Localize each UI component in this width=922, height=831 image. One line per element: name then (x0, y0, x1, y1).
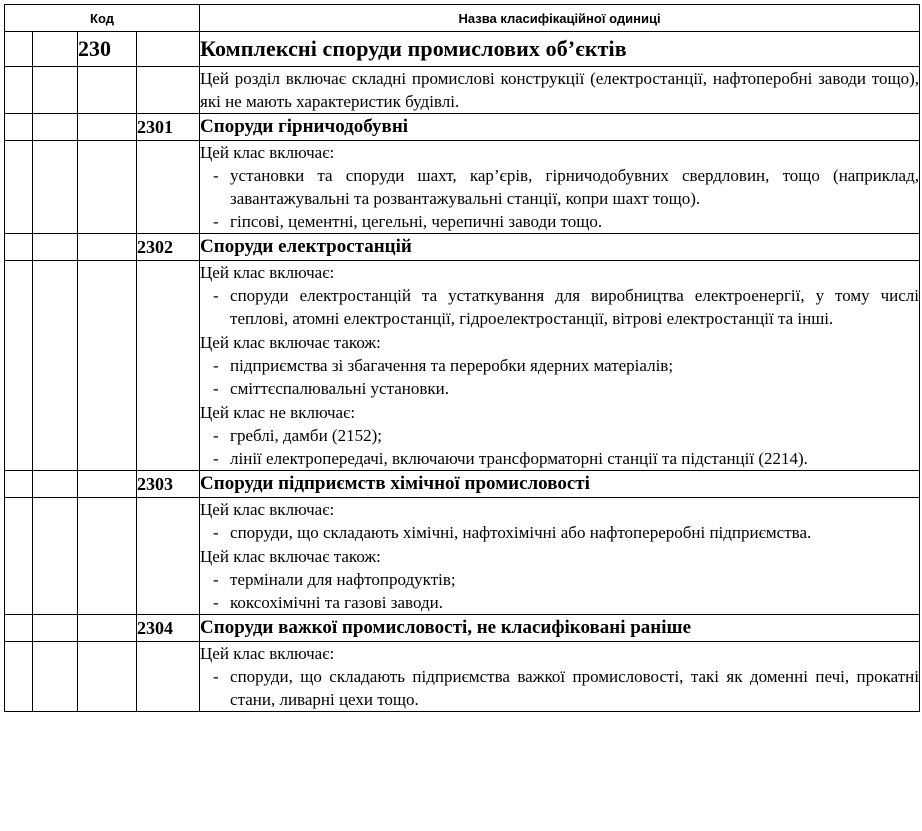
class-note-list (200, 665, 919, 711)
class-note-list (200, 424, 919, 470)
class-note-heading: Цей клас включає також: (200, 547, 381, 566)
list-item (200, 354, 919, 377)
dash-bullet: - (213, 449, 219, 468)
class-code: 2302 (137, 234, 200, 261)
list-item-text: гіпсові, цементні, цегельні, черепичні заводи тощо. (230, 212, 603, 231)
dash-bullet: - (213, 570, 219, 589)
list-item (200, 521, 919, 544)
section-description-row (5, 67, 920, 114)
class-row (5, 114, 920, 141)
class-description-row (5, 642, 920, 712)
class-note-list (200, 568, 919, 614)
dash-bullet: - (213, 523, 219, 542)
list-item (200, 164, 919, 210)
class-note-list (200, 521, 919, 544)
class-note-heading: Цей клас включає також: (200, 333, 381, 352)
list-item-text: установки та споруди шахт, кар’єрів, гірничодобувних свердловин, тощо (наприклад, завантажувальні та розвантажувальні станції, копри шахт тощо). (230, 166, 919, 208)
class-title: Споруди важкої промисловості, не класифіковані раніше (200, 615, 920, 642)
class-note-heading: Цей клас включає: (200, 143, 335, 162)
section-description: Цей розділ включає складні промислові конструкції (електростанції, нафтоперобні заводи тощо), які не мають характеристик будівлі. (200, 69, 919, 111)
list-item (200, 591, 919, 614)
class-note-heading: Цей клас включає: (200, 263, 335, 282)
dash-bullet: - (213, 426, 219, 445)
dash-bullet: - (213, 379, 219, 398)
class-code: 2301 (137, 114, 200, 141)
classification-table (4, 4, 920, 712)
class-note-group (200, 141, 919, 233)
class-note-group (200, 331, 919, 400)
class-title: Споруди гірничодобувні (200, 114, 920, 141)
class-code: 2304 (137, 615, 200, 642)
dash-bullet: - (213, 667, 219, 686)
section-row (5, 32, 920, 67)
class-code: 2303 (137, 471, 200, 498)
list-item (200, 447, 919, 470)
class-note-group (200, 498, 919, 544)
dash-bullet: - (213, 166, 219, 185)
section-title: Комплексні споруди промислових об’єктів (200, 32, 920, 67)
code-column-header: Код (5, 5, 200, 32)
class-title: Споруди підприємств хімічної промисловості (200, 471, 920, 498)
list-item-text: підприємства зі збагачення та переробки ядерних матеріалів; (230, 356, 674, 375)
class-note-group (200, 642, 919, 711)
dash-bullet: - (213, 356, 219, 375)
list-item-text: споруди, що складають підприємства важкої промисловості, такі як доменні печі, прокатні стани, ливарні цехи тощо. (230, 667, 919, 709)
class-description-row (5, 141, 920, 234)
list-item-text: сміттєспалювальні установки. (230, 379, 449, 398)
list-item (200, 568, 919, 591)
dash-bullet: - (213, 593, 219, 612)
class-description-row (5, 261, 920, 471)
list-item-text: термінали для нафтопродуктів; (230, 570, 456, 589)
list-item-text: коксохімічні та газові заводи. (230, 593, 443, 612)
dash-bullet: - (213, 286, 219, 305)
list-item (200, 284, 919, 330)
class-description-row (5, 498, 920, 615)
dash-bullet: - (213, 212, 219, 231)
class-note-list (200, 284, 919, 330)
class-note-heading: Цей клас не включає: (200, 403, 356, 422)
class-note-group (200, 261, 919, 330)
class-note-group (200, 401, 919, 470)
class-note-heading: Цей клас включає: (200, 644, 335, 663)
list-item (200, 377, 919, 400)
list-item (200, 424, 919, 447)
name-column-header: Назва класифікаційної одиниці (200, 5, 920, 32)
list-item (200, 210, 919, 233)
class-title: Споруди електростанцій (200, 234, 920, 261)
class-note-list (200, 354, 919, 400)
list-item-text: греблі, дамби (2152); (230, 426, 382, 445)
class-note-heading: Цей клас включає: (200, 500, 335, 519)
table-body (5, 32, 920, 712)
section-code: 230 (78, 32, 137, 67)
class-row (5, 234, 920, 261)
list-item (200, 665, 919, 711)
table-header-row (5, 5, 920, 32)
class-note-list (200, 164, 919, 233)
list-item-text: споруди електростанцій та устаткування для виробництва електроенергії, у тому числі теплові, атомні електростанції, гідроелектростанції, вітрові електростанції та інші. (230, 286, 919, 328)
list-item-text: споруди, що складають хімічні, нафтохімічні або нафтопереробні підприємства. (230, 523, 812, 542)
class-row (5, 615, 920, 642)
list-item-text: лінії електропередачі, включаючи трансформаторні станції та підстанції (2214). (230, 449, 808, 468)
class-row (5, 471, 920, 498)
class-note-group (200, 545, 919, 614)
